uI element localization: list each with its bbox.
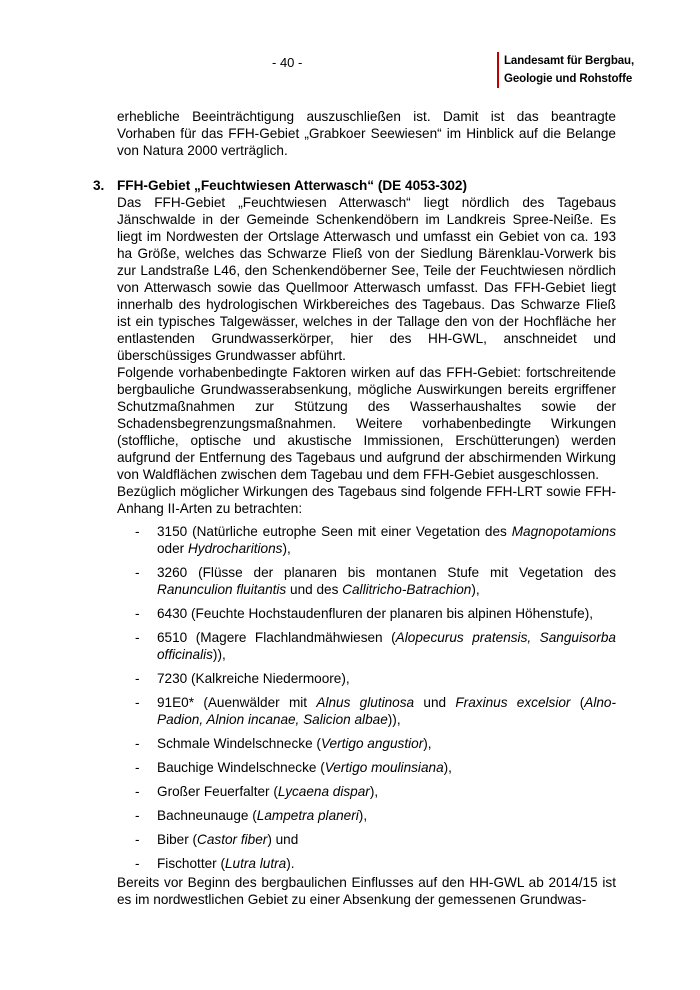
intro-paragraph: erhebliche Beeinträchtigung auszuschließen ist. Damit ist das beantragte Vorhaben für das FFH-Gebiet „Grabkoer Seewiesen“ im Hinblick auf die Belange von Natura 2000 verträglich.	[117, 109, 616, 158]
item-text: 7230 (Kalkreiche Niedermoore),	[157, 671, 350, 686]
item-text: ),	[471, 582, 480, 597]
item-text: ),	[423, 736, 432, 751]
section-paragraph-1: Das FFH-Gebiet „Feuchtwiesen Atterwasch“ liegt nördlich des Tagebaus Jänschwalde in der Gemeinde Schenkendöbern im Landkreis Spree-Neiße. Es liegt im Nordwesten der Ortslage Atterwasch und umfasst ein Gebiet von ca. 193 ha Größe, welches das Schwarze Fließ von der Siedlung Bärenklau-Vorwerk bis zur Landstraße L46, den Schenkendöberner See, Teile der Feuchtwiesen nördlich von Atterwasch sowie das Quellmoor Atterwasch umfasst. Das FFH-Gebiet liegt innerhalb des hydrologischen Wirkbereiches des Tagebaus. Das Schwarze Fließ ist ein typisches Talgewässer, welches in der Tallage den von der Hochfläche her entlastenden Grundwasserkörper, hier des HH-GWL, anschneidet und überschüssiges Grundwasser abführt.	[117, 195, 616, 363]
item-latin: Vertigo angustior	[320, 736, 424, 751]
item-text: 3260 (Flüsse der planaren bis montanen Stufe mit Vegetation des	[157, 565, 616, 580]
list-item	[117, 807, 616, 824]
item-text: Bachneunauge (	[157, 808, 257, 823]
list-dash: -	[135, 671, 140, 686]
item-latin: Hydrocharitions	[187, 541, 283, 556]
list-dash: -	[135, 832, 140, 847]
item-text: 3150 (Natürliche eutrophe Seen mit einer Vegetation des	[157, 524, 512, 539]
section-title: FFH-Gebiet „Feuchtwiesen Atterwasch“ (DE 4053-302)	[117, 178, 468, 193]
list-dash: -	[135, 524, 140, 539]
list-item	[117, 670, 616, 687]
item-text: 91E0* (Auenwälder mit	[157, 695, 317, 710]
list-item	[117, 855, 616, 872]
item-text: 6510 (Magere Flachlandmähwiesen (	[157, 630, 396, 645]
item-latin: Vertigo moulinsiana	[324, 760, 444, 775]
item-text: und des	[286, 582, 343, 597]
item-text: ),	[358, 808, 368, 823]
list-dash: -	[135, 856, 140, 871]
item-latin: Lutra lutra	[224, 856, 287, 871]
item-latin: Callitricho-Batrachion	[342, 582, 472, 597]
list-dash: -	[135, 695, 140, 710]
item-text: (	[570, 695, 585, 710]
section-heading	[93, 177, 616, 194]
item-latin: Lycaena dispar	[277, 784, 370, 799]
item-text: Biber (	[157, 832, 198, 847]
item-latin: Magnopotamions	[511, 524, 616, 539]
header-org-line2: Geologie und Rohstoffe	[504, 73, 633, 85]
closing-paragraph: Bereits vor Beginn des bergbaulichen Einflusses auf den HH-GWL ab 2014/15 ist es im nordwestlichen Gebiet zu einer Absenkung der gemessenen Grundwas-	[117, 875, 616, 907]
list-dash: -	[135, 760, 140, 775]
item-latin: Alnus glutinosa	[316, 695, 415, 710]
item-text: ),	[369, 784, 379, 799]
item-text: Bauchige Windelschnecke (	[157, 760, 325, 775]
item-text: ).	[286, 856, 295, 871]
list-item	[117, 735, 616, 752]
item-text: Fischotter (	[157, 856, 225, 871]
item-latin: Ranunculion fluitantis	[157, 582, 287, 597]
document-body	[93, 108, 616, 908]
item-latin: Alopecurus pratensis, Sanguisorba officinalis	[157, 630, 616, 662]
list-item	[117, 694, 616, 728]
page-number: - 40 -	[272, 55, 303, 70]
list-item	[117, 783, 616, 800]
list-item	[117, 759, 616, 776]
habitat-species-list	[117, 523, 616, 872]
item-text: )),	[387, 712, 401, 727]
header-org-line1: Landesamt für Bergbau,	[504, 55, 635, 67]
item-text: 6430 (Feuchte Hochstaudenfluren der planaren bis alpinen Höhenstufe),	[157, 606, 594, 621]
section-paragraph-2: Folgende vorhabenbedingte Faktoren wirken auf das FFH-Gebiet: fortschreitende bergbauliche Grundwasserabsenkung, mögliche Auswirkungen bereits ergriffener Schutzmaßnahmen zur Stützung des Wasserhaushaltes sowie der Schadensbegrenzungsmaßnahmen. Weitere vorhabenbedingte Wirkungen (stoffliche, optische und akustische Immissionen, Erschütterungen) werden aufgrund der Entfernung des Tagebaus und aufgrund der abschirmenden Wirkung von Waldflächen zwischen dem Tagebau und dem FFH-Gebiet ausgeschlossen.	[117, 365, 616, 482]
item-text: )),	[212, 647, 226, 662]
list-item	[117, 605, 616, 622]
list-dash: -	[135, 630, 140, 645]
section-paragraph-3: Bezüglich möglicher Wirkungen des Tagebaus sind folgende FFH-LRT sowie FFH-Anhang II-Arten zu betrachten:	[117, 484, 616, 516]
section-number: 3.	[93, 178, 105, 193]
list-item	[117, 629, 616, 663]
item-latin: Alno-Padion, Alnion incanae, Salicion albae	[157, 695, 616, 727]
header-organization	[497, 52, 634, 88]
item-text: Schmale Windelschnecke (	[157, 736, 321, 751]
item-latin: Lampetra planeri	[256, 808, 359, 823]
item-text: ),	[443, 760, 452, 775]
item-text: ) und	[267, 832, 299, 847]
item-latin: Castor fiber	[197, 832, 268, 847]
list-dash: -	[135, 565, 140, 580]
list-dash: -	[135, 606, 140, 621]
list-item	[117, 831, 616, 848]
item-latin: Fraxinus excelsior	[455, 695, 571, 710]
item-text: ),	[282, 541, 291, 556]
list-dash: -	[135, 808, 140, 823]
list-dash: -	[135, 736, 140, 751]
list-item	[117, 523, 616, 557]
list-dash: -	[135, 784, 140, 799]
list-item	[117, 564, 616, 598]
item-text: und	[414, 695, 456, 710]
item-text: oder	[157, 541, 188, 556]
item-text: Großer Feuerfalter (	[157, 784, 278, 799]
